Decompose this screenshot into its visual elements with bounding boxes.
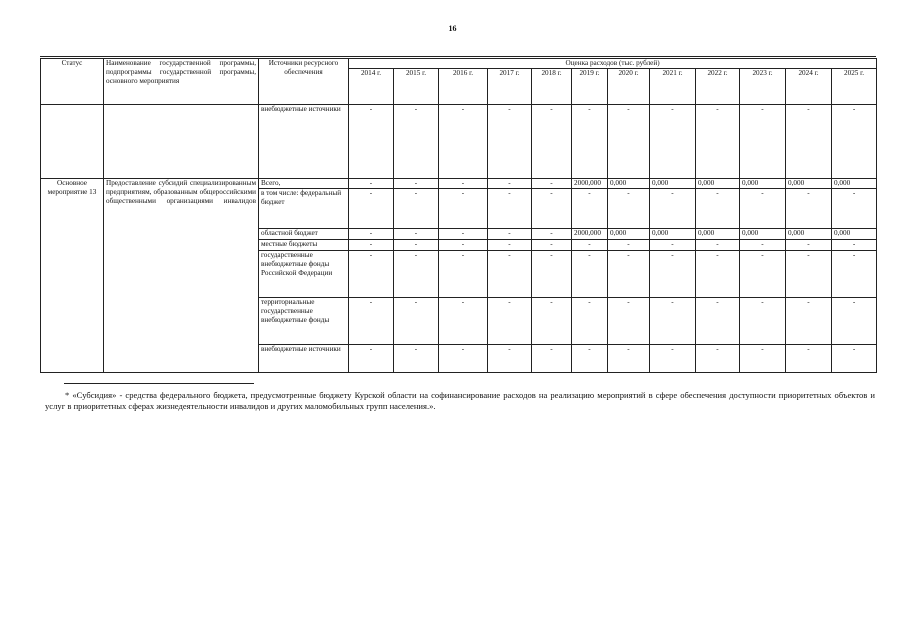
value-cell: 0,000: [696, 229, 740, 240]
resource-table: [40, 58, 877, 373]
value-cell: -: [832, 298, 877, 345]
value-cell: 0,000: [650, 229, 696, 240]
value-cell: -: [439, 179, 488, 189]
value-cell: -: [740, 345, 786, 373]
source-cell: в том числе: федеральный бюджет: [259, 189, 349, 229]
value-cell: -: [439, 251, 488, 298]
value-cell: -: [696, 251, 740, 298]
value-cell: -: [394, 251, 439, 298]
year-header: 2017 г.: [488, 69, 532, 105]
value-cell: -: [439, 240, 488, 251]
value-cell: 0,000: [740, 179, 786, 189]
value-cell: -: [532, 105, 572, 179]
value-cell: -: [532, 179, 572, 189]
value-cell: 2000,000: [572, 179, 608, 189]
value-cell: -: [696, 345, 740, 373]
value-cell: -: [832, 105, 877, 179]
value-cell: 0,000: [740, 229, 786, 240]
value-cell: -: [740, 240, 786, 251]
value-cell: -: [349, 189, 394, 229]
value-cell: -: [488, 189, 532, 229]
value-cell: -: [650, 298, 696, 345]
value-cell: -: [608, 105, 650, 179]
value-cell: -: [572, 189, 608, 229]
value-cell: -: [439, 105, 488, 179]
value-cell: -: [608, 240, 650, 251]
value-cell: -: [394, 189, 439, 229]
value-cell: 0,000: [786, 179, 832, 189]
year-header: 2022 г.: [696, 69, 740, 105]
table-row: [41, 105, 877, 179]
value-cell: -: [488, 105, 532, 179]
value-cell: -: [696, 105, 740, 179]
year-header: 2021 г.: [650, 69, 696, 105]
value-cell: -: [349, 179, 394, 189]
value-cell: -: [786, 240, 832, 251]
value-cell: -: [532, 345, 572, 373]
header-top-rule: [40, 56, 876, 57]
year-header: 2016 г.: [439, 69, 488, 105]
name-cell-empty: [104, 105, 259, 179]
value-cell: -: [572, 298, 608, 345]
value-cell: -: [696, 189, 740, 229]
value-cell: -: [650, 189, 696, 229]
value-cell: 0,000: [786, 229, 832, 240]
value-cell: -: [349, 105, 394, 179]
value-cell: -: [608, 345, 650, 373]
estimate-header: Оценка расходов (тыс. рублей): [349, 59, 877, 69]
value-cell: -: [650, 251, 696, 298]
value-cell: -: [488, 345, 532, 373]
name-cell: Предоставление субсидий специализированным предприятиям, образованным общероссийскими общественными организациями инвалидов: [104, 179, 259, 373]
value-cell: -: [394, 229, 439, 240]
header-row: [41, 59, 877, 69]
value-cell: -: [394, 298, 439, 345]
year-header: 2025 г.: [832, 69, 877, 105]
value-cell: -: [608, 251, 650, 298]
value-cell: -: [572, 251, 608, 298]
year-header: 2014 г.: [349, 69, 394, 105]
value-cell: 0,000: [608, 229, 650, 240]
year-header: 2019 г.: [572, 69, 608, 105]
value-cell: -: [349, 345, 394, 373]
status-cell: Основное мероприятие 13: [41, 179, 104, 373]
col-status-header: Статус: [41, 59, 104, 105]
value-cell: -: [532, 229, 572, 240]
source-cell: Всего,: [259, 179, 349, 189]
source-cell: областной бюджет: [259, 229, 349, 240]
value-cell: -: [786, 105, 832, 179]
value-cell: -: [608, 298, 650, 345]
value-cell: -: [394, 240, 439, 251]
col-sources-header: Источники ресурсного обеспечения: [259, 59, 349, 105]
value-cell: -: [786, 251, 832, 298]
source-cell: внебюджетные источники: [259, 345, 349, 373]
value-cell: -: [740, 298, 786, 345]
value-cell: -: [650, 345, 696, 373]
value-cell: -: [696, 298, 740, 345]
value-cell: -: [572, 240, 608, 251]
year-header: 2020 г.: [608, 69, 650, 105]
value-cell: 2000,000: [572, 229, 608, 240]
value-cell: -: [488, 240, 532, 251]
year-header: 2015 г.: [394, 69, 439, 105]
value-cell: -: [786, 345, 832, 373]
value-cell: -: [349, 240, 394, 251]
source-cell: внебюджетные источники: [259, 105, 349, 179]
value-cell: -: [740, 189, 786, 229]
value-cell: -: [439, 298, 488, 345]
value-cell: -: [349, 251, 394, 298]
value-cell: 0,000: [832, 179, 877, 189]
value-cell: -: [394, 345, 439, 373]
value-cell: -: [532, 240, 572, 251]
value-cell: -: [488, 229, 532, 240]
table-row: [41, 179, 877, 189]
value-cell: -: [394, 179, 439, 189]
footnote-text: * «Субсидия» - средства федерального бюджета, предусмотренные бюджету Курской области на софинансирование расходов на реализацию мероприятий в сфере обеспечения доступности приоритетных объектов и услуг в приоритетных сферах жизнедеятельности инвалидов и других маломобильных групп населения.».: [45, 390, 875, 411]
value-cell: -: [740, 105, 786, 179]
year-header: 2018 г.: [532, 69, 572, 105]
value-cell: -: [832, 189, 877, 229]
year-header: 2024 г.: [786, 69, 832, 105]
col-name-header: Наименование государственной программы, подпрограммы государственной программы, основного мероприятия: [104, 59, 259, 105]
value-cell: -: [786, 298, 832, 345]
value-cell: -: [439, 345, 488, 373]
value-cell: 0,000: [650, 179, 696, 189]
value-cell: -: [439, 229, 488, 240]
value-cell: -: [532, 189, 572, 229]
value-cell: -: [488, 298, 532, 345]
value-cell: -: [532, 251, 572, 298]
source-cell: местные бюджеты: [259, 240, 349, 251]
value-cell: 0,000: [608, 179, 650, 189]
page-number: 16: [448, 24, 457, 33]
value-cell: -: [740, 251, 786, 298]
value-cell: -: [488, 179, 532, 189]
value-cell: -: [488, 251, 532, 298]
value-cell: -: [394, 105, 439, 179]
value-cell: -: [572, 105, 608, 179]
value-cell: -: [832, 240, 877, 251]
status-cell-empty: [41, 105, 104, 179]
value-cell: -: [832, 345, 877, 373]
value-cell: -: [349, 229, 394, 240]
source-cell: государственные внебюджетные фонды Российской Федерации: [259, 251, 349, 298]
value-cell: -: [650, 240, 696, 251]
value-cell: -: [650, 105, 696, 179]
value-cell: 0,000: [832, 229, 877, 240]
value-cell: -: [572, 345, 608, 373]
year-header: 2023 г.: [740, 69, 786, 105]
value-cell: -: [786, 189, 832, 229]
value-cell: -: [696, 240, 740, 251]
source-cell: территориальные государственные внебюджетные фонды: [259, 298, 349, 345]
footnote-separator: [64, 383, 254, 384]
value-cell: -: [532, 298, 572, 345]
value-cell: -: [832, 251, 877, 298]
value-cell: -: [439, 189, 488, 229]
value-cell: 0,000: [696, 179, 740, 189]
value-cell: -: [349, 298, 394, 345]
value-cell: -: [608, 189, 650, 229]
